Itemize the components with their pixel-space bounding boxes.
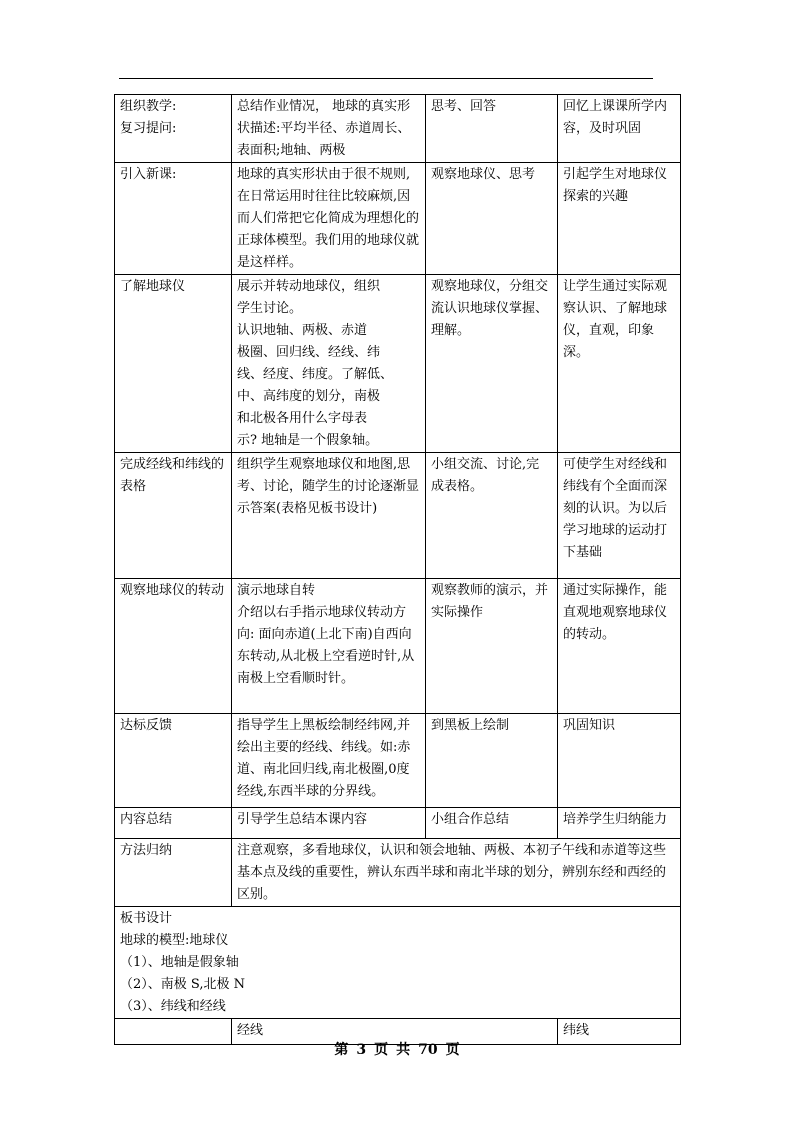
student-activity-cell: 思考、回答	[426, 95, 558, 163]
step-cell: 引入新课:	[115, 163, 232, 275]
table-row	[115, 453, 681, 579]
teacher-activity-cell: 演示地球自转 介绍以右手指示地球仪转动方向: 面向赤道(上北下南)自西向东转动,从北极上空看逆时针,从南极上空看顺时针。	[232, 579, 426, 714]
student-activity-cell: 到黑板上绘制	[426, 714, 558, 808]
header-rule	[119, 78, 653, 79]
teacher-activity-cell: 引导学生总结本课内容	[232, 808, 426, 839]
purpose-cell: 巩固知识	[558, 714, 681, 808]
student-activity-cell: 观察地球仪、思考	[426, 163, 558, 275]
total-label: 共	[396, 1042, 411, 1058]
table-row	[115, 579, 681, 714]
purpose-cell: 通过实际操作，能直观地观察地球仪的转动。	[558, 579, 681, 714]
step-cell: 观察地球仪的转动	[115, 579, 232, 714]
table-row	[115, 95, 681, 163]
step-cell: 达标反馈	[115, 714, 232, 808]
lesson-plan-table	[114, 94, 681, 1045]
teacher-activity-cell: 组织学生观察地球仪和地图,思考、讨论，随学生的讨论逐渐显示答案(表格见板书设计)	[232, 453, 426, 579]
board-design-cell: 板书设计 地球的模型:地球仪 （1）、地轴是假象轴 （2）、南极 S,北极 N （3）、纬线和经线	[115, 907, 681, 1019]
teacher-activity-cell: 总结作业情况， 地球的真实形状描述:平均半径、赤道周长、表面积;地轴、两极	[232, 95, 426, 163]
parallel-header: 纬线	[558, 1019, 681, 1045]
page-unit: 页	[374, 1042, 389, 1058]
table-row	[115, 808, 681, 839]
student-activity-cell: 观察教师的演示，并实际操作	[426, 579, 558, 714]
step-cell: 组织教学: 复习提问:	[115, 95, 232, 163]
method-summary-cell: 注意观察，多看地球仪，认识和领会地轴、两极、本初子午线和赤道等这些基本点及线的重要性，辨认东西半球和南北半球的划分，辨别东经和西经的区别。	[232, 839, 681, 907]
purpose-cell: 培养学生归纳能力	[558, 808, 681, 839]
step-cell: 完成经线和纬线的表格	[115, 453, 232, 579]
table-row	[115, 714, 681, 808]
board-design-row	[115, 907, 681, 1019]
total-pages: 70	[418, 1042, 438, 1058]
purpose-cell: 让学生通过实际观察认识、了解地球仪，直观，印象深。	[558, 275, 681, 453]
teacher-activity-cell: 地球的真实形状由于很不规则,在日常运用时往往比较麻烦,因而人们常把它化简成为理想化的正球体模型。我们用的地球仪就是这样样。	[232, 163, 426, 275]
page-footer	[0, 1039, 794, 1059]
page-number: 3	[356, 1042, 367, 1058]
table-row	[115, 163, 681, 275]
table-row	[115, 275, 681, 453]
student-activity-cell: 观察地球仪，分组交流认识地球仪掌握、理解。	[426, 275, 558, 453]
table-row	[115, 839, 681, 907]
student-activity-cell: 小组交流、讨论,完成表格。	[426, 453, 558, 579]
step-cell: 了解地球仪	[115, 275, 232, 453]
teacher-activity-cell: 展示并转动地球仪，组织 学生讨论。 认识地轴、两极、赤道 极圈、回归线、经线、纬 线、经度、纬度。了解低、 中、高纬度的划分，南极 和北极各用什么字母表 示? 地轴是一个假象轴。	[232, 275, 426, 453]
total-unit: 页	[445, 1042, 460, 1058]
teacher-activity-cell: 指导学生上黑板绘制经纬网,并绘出主要的经线、纬线。如:赤道、南北回归线,南北极圈,0度经线,东西半球的分界线。	[232, 714, 426, 808]
step-cell: 内容总结	[115, 808, 232, 839]
purpose-cell: 引起学生对地球仪探索的兴趣	[558, 163, 681, 275]
purpose-cell: 可使学生对经线和纬线有个全面而深刻的认识。为以后学习地球的运动打下基础	[558, 453, 681, 579]
page-label: 第	[334, 1042, 349, 1058]
meridian-header: 经线	[232, 1019, 558, 1045]
student-activity-cell: 小组合作总结	[426, 808, 558, 839]
step-cell: 方法归纳	[115, 839, 232, 907]
purpose-cell: 回忆上课课所学内容，及时巩固	[558, 95, 681, 163]
